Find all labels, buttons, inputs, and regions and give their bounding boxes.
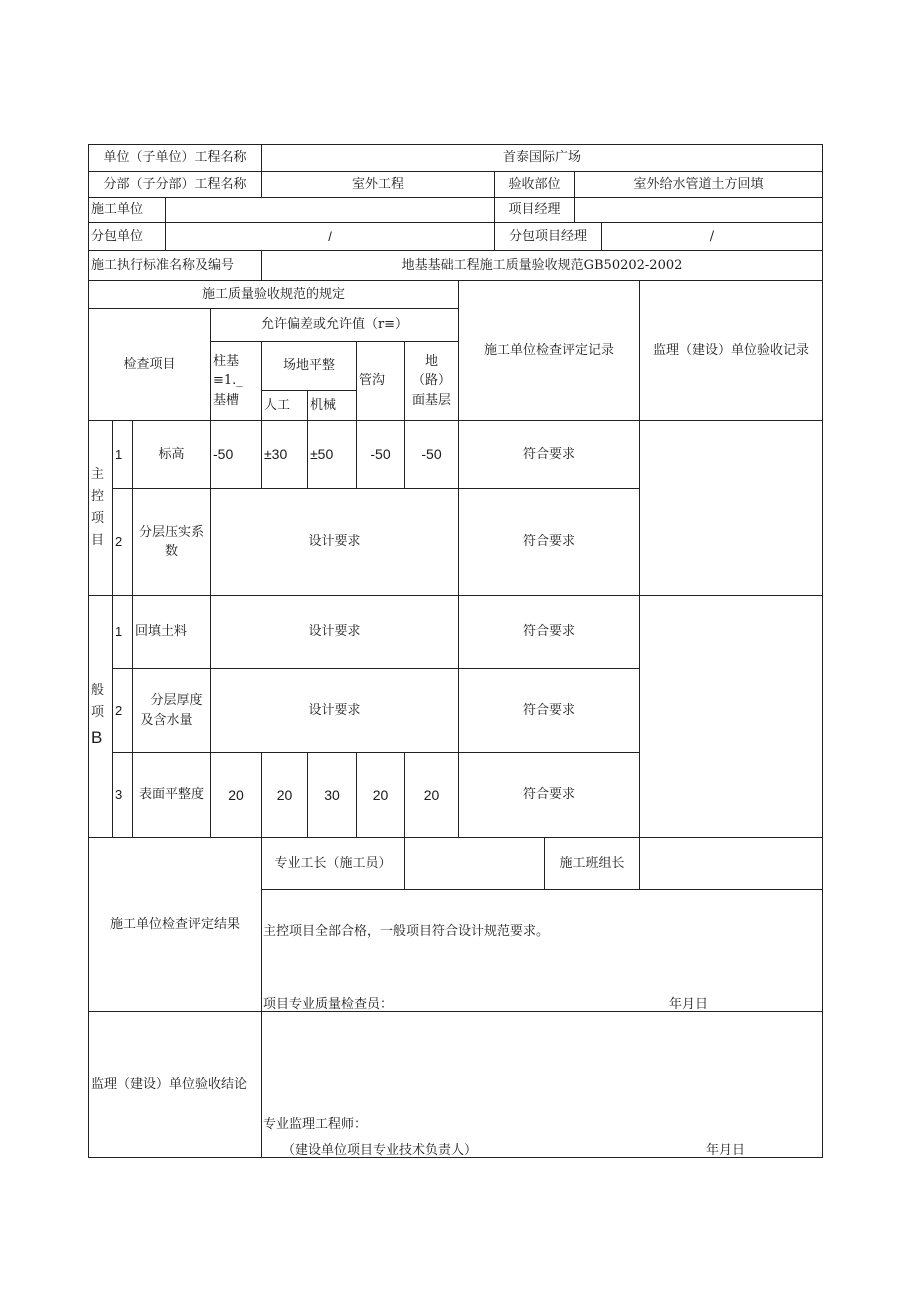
general-row1-merged: 设计要求: [210, 595, 459, 669]
main-items-supervision: [639, 420, 823, 596]
sub-project-label: 分部（子分部）工程名称: [88, 171, 262, 198]
owner-label: （建设单位项目专业技术负责人）: [282, 1143, 478, 1158]
general-row3-value: 20: [261, 752, 308, 838]
col-road-line2: （路）: [411, 373, 451, 389]
main-row2-no: 2: [112, 488, 133, 596]
main-row2-result: 符合要求: [458, 488, 640, 596]
main-row2-name: [132, 488, 211, 596]
general-row3-value: 20: [404, 752, 459, 838]
main-group-char: 目: [91, 533, 105, 549]
construction-conclusion-text: 主控项目全部合格，一般项目符合设计规范要求。: [263, 924, 550, 939]
col-zhuji-header: [210, 341, 262, 421]
general-group-char: 般: [91, 682, 105, 698]
main-row2-merged: 设计要求: [210, 488, 459, 596]
general-row2-name-line: 及含水量: [140, 712, 193, 728]
col-road-line3: 面基层: [411, 392, 451, 408]
tolerance-header: 允许偏差或允许值（r≡）: [210, 308, 459, 342]
unit-name-value: 首泰国际广场: [261, 144, 823, 172]
col-pipe-header: 管沟: [356, 341, 405, 421]
general-row3-result: 符合要求: [458, 752, 640, 838]
general-row2-result: 符合要求: [458, 668, 640, 753]
supervision-record-header: 监理（建设）单位验收记录: [639, 280, 823, 421]
col-machine-header: 机械: [307, 390, 357, 421]
general-row3-value: 30: [307, 752, 357, 838]
regulation-header: 施工质量验收规范的规定: [88, 280, 459, 309]
general-group-char: 项: [91, 705, 105, 721]
construction-date: 年月日: [669, 997, 709, 1012]
main-row2-name-line: 数: [164, 544, 178, 559]
supervision-conclusion-box: [261, 1011, 823, 1158]
main-group-char: 控: [91, 488, 105, 504]
main-row1-result: 符合要求: [458, 420, 640, 489]
main-row1-value: ±50: [307, 420, 357, 489]
general-row1-no: 1: [112, 595, 133, 669]
construction-unit-label: 施工单位: [88, 197, 166, 223]
standard-value: 地基基础工程施工质量验收规范GB50202-2002: [261, 250, 823, 281]
general-row1-result: 符合要求: [458, 595, 640, 669]
general-row2-no: 2: [112, 668, 133, 753]
sub-pm-label: 分包项目经理: [494, 222, 602, 251]
subcontract-unit-value: /: [165, 222, 495, 251]
general-row3-name: 表面平整度: [132, 752, 211, 838]
unit-name-label: 单位（子单位）工程名称: [88, 144, 262, 172]
general-row2-name: [132, 668, 211, 753]
accept-part-label: 验收部位: [494, 171, 575, 198]
general-row3-value: 20: [210, 752, 262, 838]
foreman-value: [404, 837, 545, 890]
col-road-line1: 地: [424, 353, 438, 369]
general-row2-merged: 设计要求: [210, 668, 459, 753]
general-items-supervision: [639, 595, 823, 838]
general-items-group-label: [88, 595, 113, 838]
supervision-result-label: 监理（建设）单位验收结论: [88, 1011, 262, 1158]
main-row1-value: ±30: [261, 420, 308, 489]
general-row3-no: 3: [112, 752, 133, 838]
col-zhuji-line1: 柱基: [213, 353, 240, 369]
sub-pm-value: /: [601, 222, 823, 251]
col-manual-header: 人工: [261, 390, 308, 421]
general-group-char: B: [91, 728, 103, 748]
project-manager-value: [574, 197, 823, 223]
construction-result-label: 施工单位检查评定结果: [88, 837, 262, 1012]
team-leader-value: [639, 837, 823, 890]
col-road-header: [404, 341, 459, 421]
foreman-label: 专业工长（施工员）: [261, 837, 405, 890]
col-site-level-header: 场地平整: [261, 341, 357, 391]
inspector-label: 项目专业质量检查员：: [263, 997, 394, 1012]
standard-label: 施工执行标准名称及编号: [88, 250, 262, 281]
construction-unit-value: [165, 197, 495, 223]
construction-record-header: 施工单位检查评定记录: [458, 280, 640, 421]
main-group-char: 主: [91, 466, 105, 482]
supervision-date: 年月日: [706, 1143, 746, 1158]
project-manager-label: 项目经理: [494, 197, 575, 223]
main-items-group-label: [88, 420, 113, 596]
main-row1-value: -50: [404, 420, 459, 489]
col-zhuji-line2: ≡1._: [213, 373, 243, 389]
team-leader-label: 施工班组长: [544, 837, 640, 890]
general-row2-name-line: 分层厚度: [150, 693, 203, 708]
main-row1-value: -50: [210, 420, 262, 489]
check-item-header: 检查项目: [88, 308, 211, 421]
general-row1-name: 回填土料: [132, 595, 211, 669]
subcontract-unit-label: 分包单位: [88, 222, 166, 251]
general-row3-value: 20: [356, 752, 405, 838]
col-zhuji-line3: 基槽: [213, 392, 240, 408]
sub-project-value: 室外工程: [261, 171, 495, 198]
supervisor-label: 专业监理工程师：: [263, 1117, 368, 1132]
accept-part-value: 室外给水管道土方回填: [574, 171, 823, 198]
main-row1-name: 标高: [132, 420, 211, 489]
main-row2-name-line: 分层压实系: [138, 524, 204, 540]
main-group-char: 项: [91, 511, 105, 526]
main-row1-value: -50: [356, 420, 405, 489]
main-row1-no: 1: [112, 420, 133, 489]
